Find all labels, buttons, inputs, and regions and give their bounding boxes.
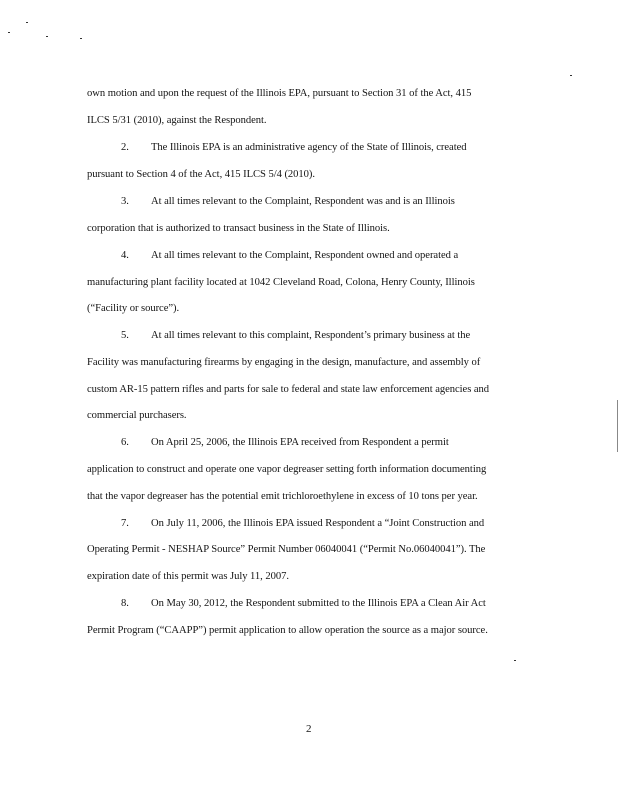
body-line: On April 25, 2006, the Illinois EPA received from Respondent a permit xyxy=(151,437,449,448)
body-line: corporation that is authorized to transact business in the State of Illinois. xyxy=(87,223,390,234)
body-line: application to construct and operate one vapor degreaser setting forth information documenting xyxy=(87,464,487,475)
paragraph-number: 3. xyxy=(121,196,129,207)
scan-speck xyxy=(514,660,516,661)
body-line: Permit Program (“CAAPP”) permit application to allow operation the source as a major source. xyxy=(87,625,488,636)
paragraph-number: 7. xyxy=(121,518,129,529)
body-line: that the vapor degreaser has the potential emit trichloroethylene in excess of 10 tons per year. xyxy=(87,491,478,502)
scan-speck xyxy=(80,38,82,39)
body-line: custom AR-15 pattern rifles and parts for sale to federal and state law enforcement agencies and xyxy=(87,384,490,395)
page-number: 2 xyxy=(306,723,312,735)
body-line: manufacturing plant facility located at 1042 Cleveland Road, Colona, Henry County, Illinois xyxy=(87,277,475,288)
paragraph-number: 6. xyxy=(121,437,129,448)
body-line: commercial purchasers. xyxy=(87,410,187,421)
paragraph-number: 2. xyxy=(121,142,129,153)
body-line: ILCS 5/31 (2010), against the Respondent. xyxy=(87,115,267,126)
body-line: own motion and upon the request of the Illinois EPA, pursuant to Section 31 of the Act, 415 xyxy=(87,88,472,99)
scan-speck xyxy=(26,22,28,23)
body-line: At all times relevant to the Complaint, Respondent owned and operated a xyxy=(151,250,459,261)
body-line: At all times relevant to this complaint, Respondent’s primary business at the xyxy=(151,330,471,341)
body-line: On July 11, 2006, the Illinois EPA issued Respondent a “Joint Construction and xyxy=(151,518,485,529)
paragraph-number: 4. xyxy=(121,250,129,261)
body-line: (“Facility or source”). xyxy=(87,303,180,314)
body-line: On May 30, 2012, the Respondent submitted to the Illinois EPA a Clean Air Act xyxy=(151,598,486,609)
scan-speck xyxy=(570,75,572,76)
body-line: At all times relevant to the Complaint, Respondent was and is an Illinois xyxy=(151,196,455,207)
body-line: Operating Permit - NESHAP Source” Permit Number 06040041 (“Permit No.06040041”). The xyxy=(87,544,486,555)
scan-speck xyxy=(46,36,48,37)
scan-speck xyxy=(8,32,10,33)
body-line: pursuant to Section 4 of the Act, 415 ILCS 5/4 (2010). xyxy=(87,169,315,180)
paragraph-number: 5. xyxy=(121,330,129,341)
paragraph-number: 8. xyxy=(121,598,129,609)
body-line: Facility was manufacturing firearms by engaging in the design, manufacture, and assembly of xyxy=(87,357,481,368)
body-line: The Illinois EPA is an administrative agency of the State of Illinois, created xyxy=(151,142,467,153)
body-line: expiration date of this permit was July 11, 2007. xyxy=(87,571,289,582)
scan-margin-mark xyxy=(617,400,618,452)
